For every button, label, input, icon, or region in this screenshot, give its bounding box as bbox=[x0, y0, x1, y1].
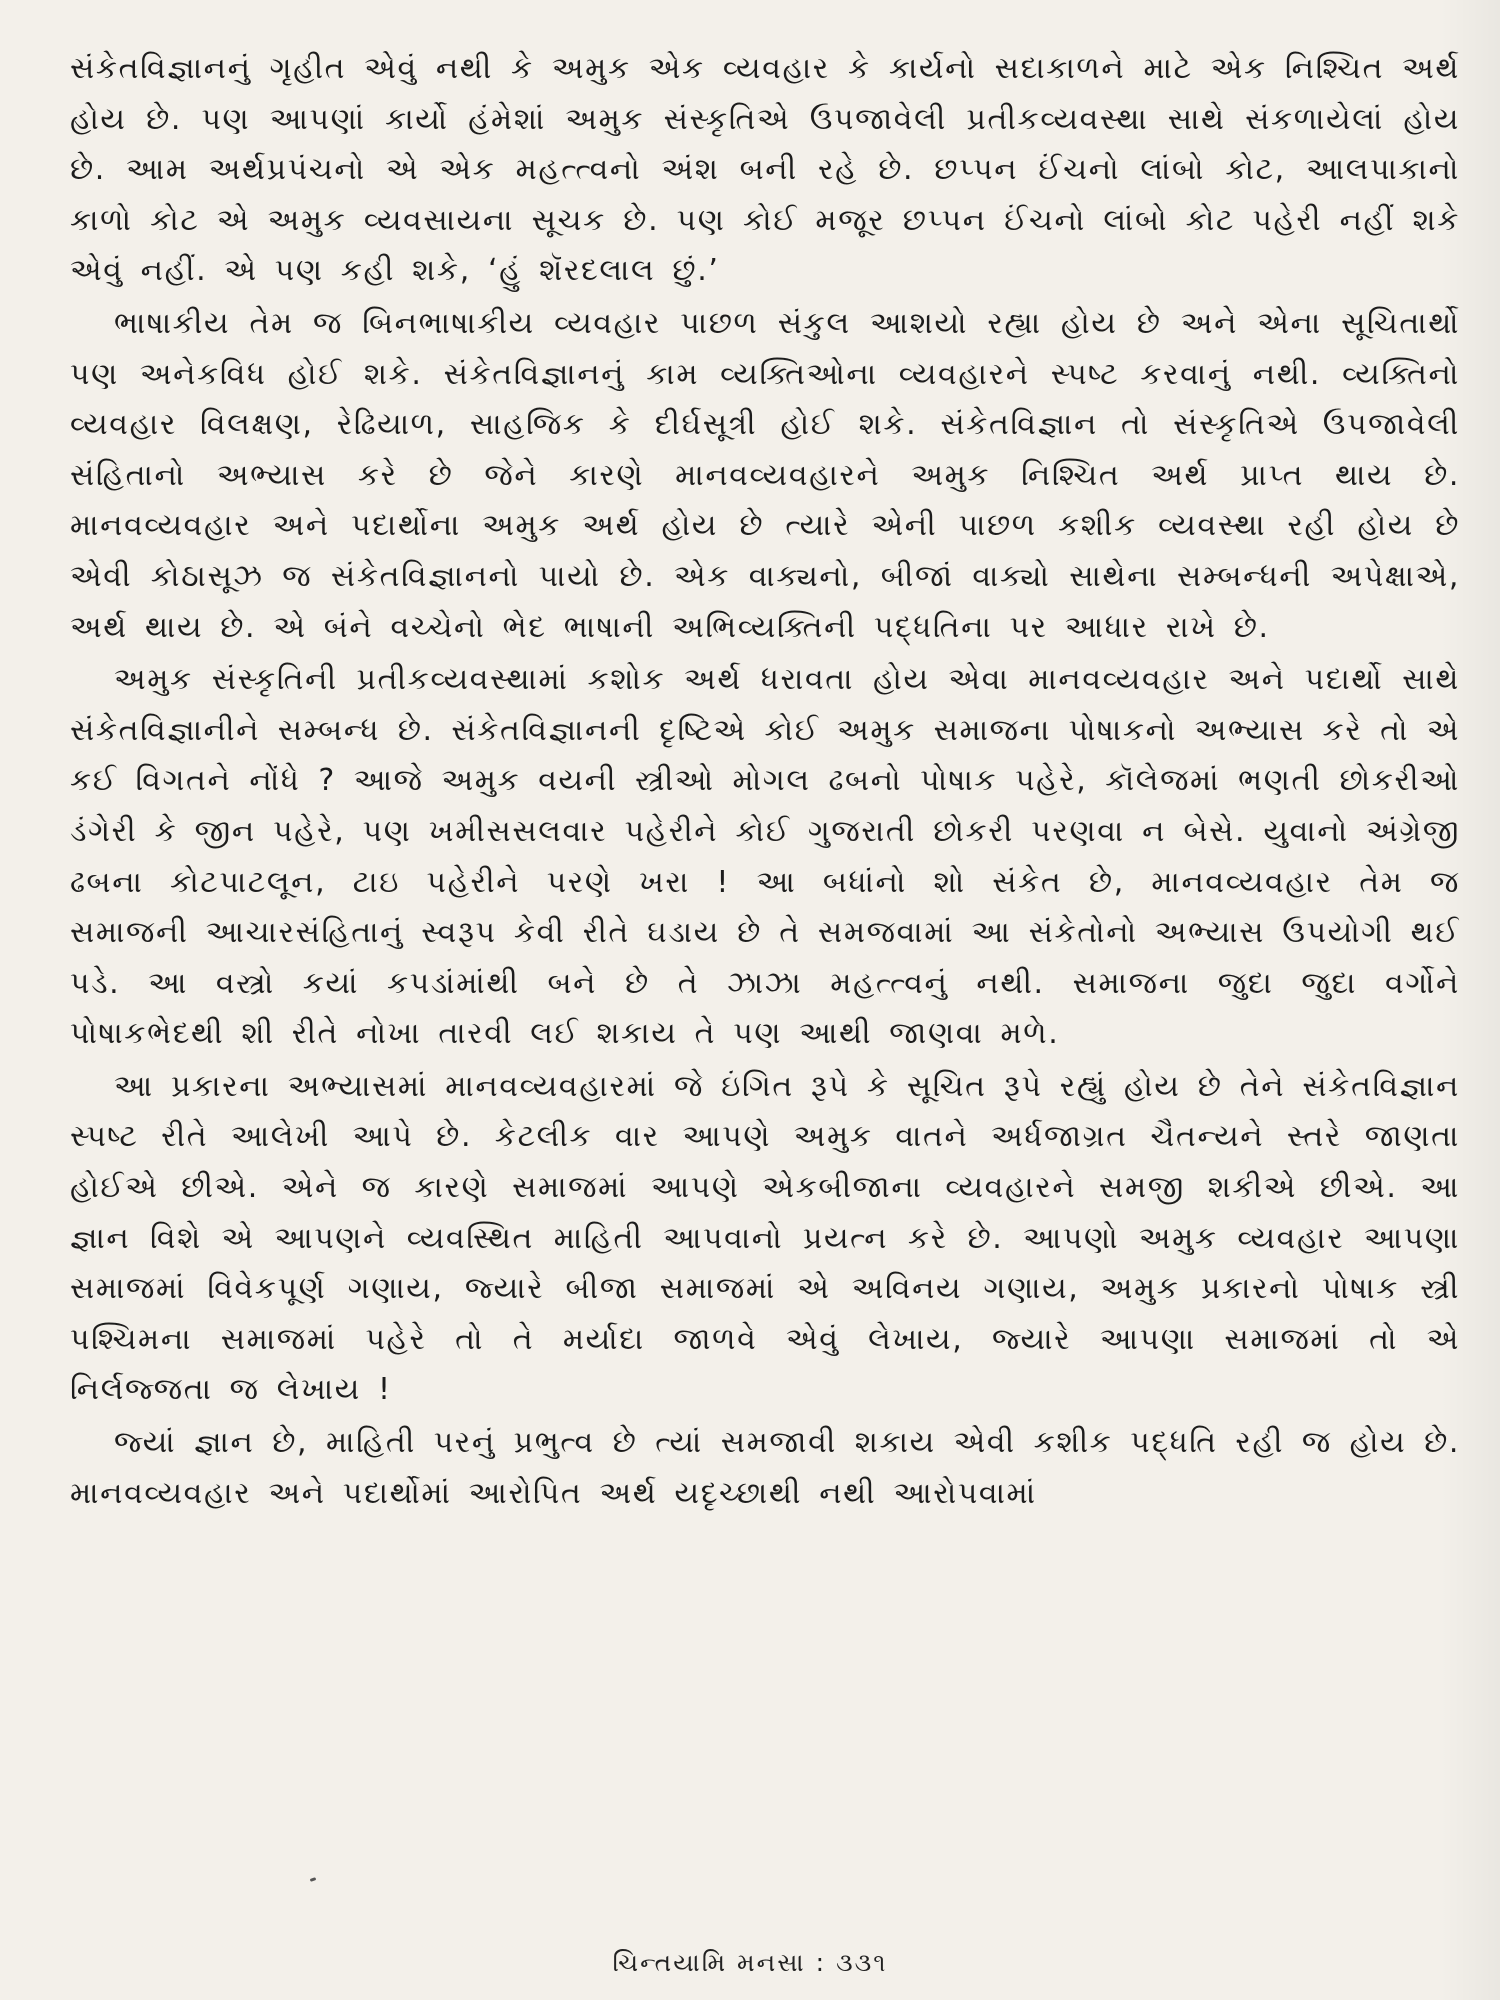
paragraph-5: જ્યાં જ્ઞાન છે, માહિતી પરનું પ્રભુત્વ છે ત્યાં સમજાવી શકાય એવી કશીક પદ્ધતિ રહી જ હોય છે. માનવવ્યવહાર અને પદાર્થોમાં આરોપિત અર્થ યદૃચ્છાથી નથી આરોપવામાં bbox=[70, 1425, 1460, 1511]
paragraph-2: ભાષાકીય તેમ જ બિનભાષાકીય વ્યવહાર પાછળ સંકુલ આશયો રહ્યા હોય છે અને એના સૂચિતાર્થો પણ અનેકવિધ હોઈ શકે. સંકેતવિજ્ઞાનનું કામ વ્યક્તિઓના વ્યવહારને સ્પષ્ટ કરવાનું નથી. વ્યક્તિનો વ્યવહાર વિલક્ષણ, રેઢિયાળ, સાહજિક કે દીર્ઘસૂત્રી હોઈ શકે. સંકેતવિજ્ઞાન તો સંસ્કૃતિએ ઉપજાવેલી સંહિતાનો અભ્યાસ કરે છે જેને કારણે માનવવ્યવહારને અમુક નિશ્ચિત અર્થ પ્રાપ્ત થાય છે. માનવવ્યવહાર અને પદાર્થોના અમુક અર્થ હોય છે ત્યારે એની પાછળ કશીક વ્યવસ્થા રહી હોય છે એવી કોઠાસૂઝ જ સંકેતવિજ્ઞાનનો પાયો છે. એક વાક્યનો, બીજાં વાક્યો સાથેના સમ્બન્ધની અપેક્ષાએ, અર્થ થાય છે. એ બંને વચ્ચેનો ભેદ ભાષાની અભિવ્યક્તિની પદ્ધતિના પર આધાર રાખે છે. bbox=[70, 305, 1460, 645]
page-footer: ચિન્તયામિ મનસા : ૩૩૧ bbox=[612, 1948, 888, 1977]
paragraph-1: સંકેતવિજ્ઞાનનું ગૃહીત એવું નથી કે અમુક એક વ્યવહાર કે કાર્યનો સદાકાળને માટે એક નિશ્ચિત અર્થ હોય છે. પણ આપણાં કાર્યો હંમેશાં અમુક સંસ્કૃતિએ ઉપજાવેલી પ્રતીકવ્યવસ્થા સાથે સંકળાયેલાં હોય છે. આમ અર્થપ્રપંચનો એ એક મહત્ત્વનો અંશ બની રહે છે. છપ્પન ઈંચનો લાંબો કોટ, આલપાકાનો કાળો કોટ એ અમુક વ્યવસાયના સૂચક છે. પણ કોઈ મજૂર છપ્પન ઈંચનો લાંબો કોટ પહેરી નહીં શકે એવું નહીં. એ પણ કહી શકે, ‘હું શૅરદલાલ છું.’ bbox=[70, 51, 1460, 289]
body-text bbox=[70, 44, 1460, 1519]
print-speck bbox=[310, 1877, 317, 1882]
paragraph-3: અમુક સંસ્કૃતિની પ્રતીકવ્યવસ્થામાં કશોક અર્થ ધરાવતા હોય એવા માનવવ્યવહાર અને પદાર્થો સાથે સંકેતવિજ્ઞાનીને સમ્બન્ધ છે. સંકેતવિજ્ઞાનની દૃષ્ટિએ કોઈ અમુક સમાજના પોષાકનો અભ્યાસ કરે તો એ કઈ વિગતને નોંધે ? આજે અમુક વયની સ્ત્રીઓ મોગલ ઢબનો પોષાક પહેરે, કૉલેજમાં ભણતી છોકરીઓ ડંગેરી કે જીન પહેરે, પણ ખમીસસલવાર પહેરીને કોઈ ગુજરાતી છોકરી પરણવા ન બેસે. યુવાનો અંગ્રેજી ઢબના કોટપાટલૂન, ટાઇ પહેરીને પરણે ખરા ! આ બધાંનો શો સંકેત છે, માનવવ્યવહાર તેમ જ સમાજની આચારસંહિતાનું સ્વરૂપ કેવી રીતે ઘડાય છે તે સમજવામાં આ સંકેતોનો અભ્યાસ ઉપયોગી થઈ પડે. આ વસ્ત્રો કયાં કપડાંમાંથી બને છે તે ઝાઝા મહત્ત્વનું નથી. સમાજના જુદા જુદા વર્ગોને પોષાકભેદથી શી રીતે નોખા તારવી લઈ શકાય તે પણ આથી જાણવા મળે. bbox=[70, 662, 1460, 1052]
paragraph-4: આ પ્રકારના અભ્યાસમાં માનવવ્યવહારમાં જે ઇંગિત રૂપે કે સૂચિત રૂપે રહ્યું હોય છે તેને સંકેતવિજ્ઞાન સ્પષ્ટ રીતે આલેખી આપે છે. કેટલીક વાર આપણે અમુક વાતને અર્ધજાગ્રત ચૈતન્યને સ્તરે જાણતા હોઈએ છીએ. એને જ કારણે સમાજમાં આપણે એકબીજાના વ્યવહારને સમજી શકીએ છીએ. આ જ્ઞાન વિશે એ આપણને વ્યવસ્થિત માહિતી આપવાનો પ્રયત્ન કરે છે. આપણો અમુક વ્યવહાર આપણા સમાજમાં વિવેકપૂર્ણ ગણાય, જ્યારે બીજા સમાજમાં એ અવિનય ગણાય, અમુક પ્રકારનો પોષાક સ્ત્રી પશ્ચિમના સમાજમાં પહેરે તો તે મર્યાદા જાળવે એવું લેખાય, જ્યારે આપણા સમાજમાં તો એ નિર્લજ્જતા જ લેખાય ! bbox=[70, 1068, 1460, 1408]
